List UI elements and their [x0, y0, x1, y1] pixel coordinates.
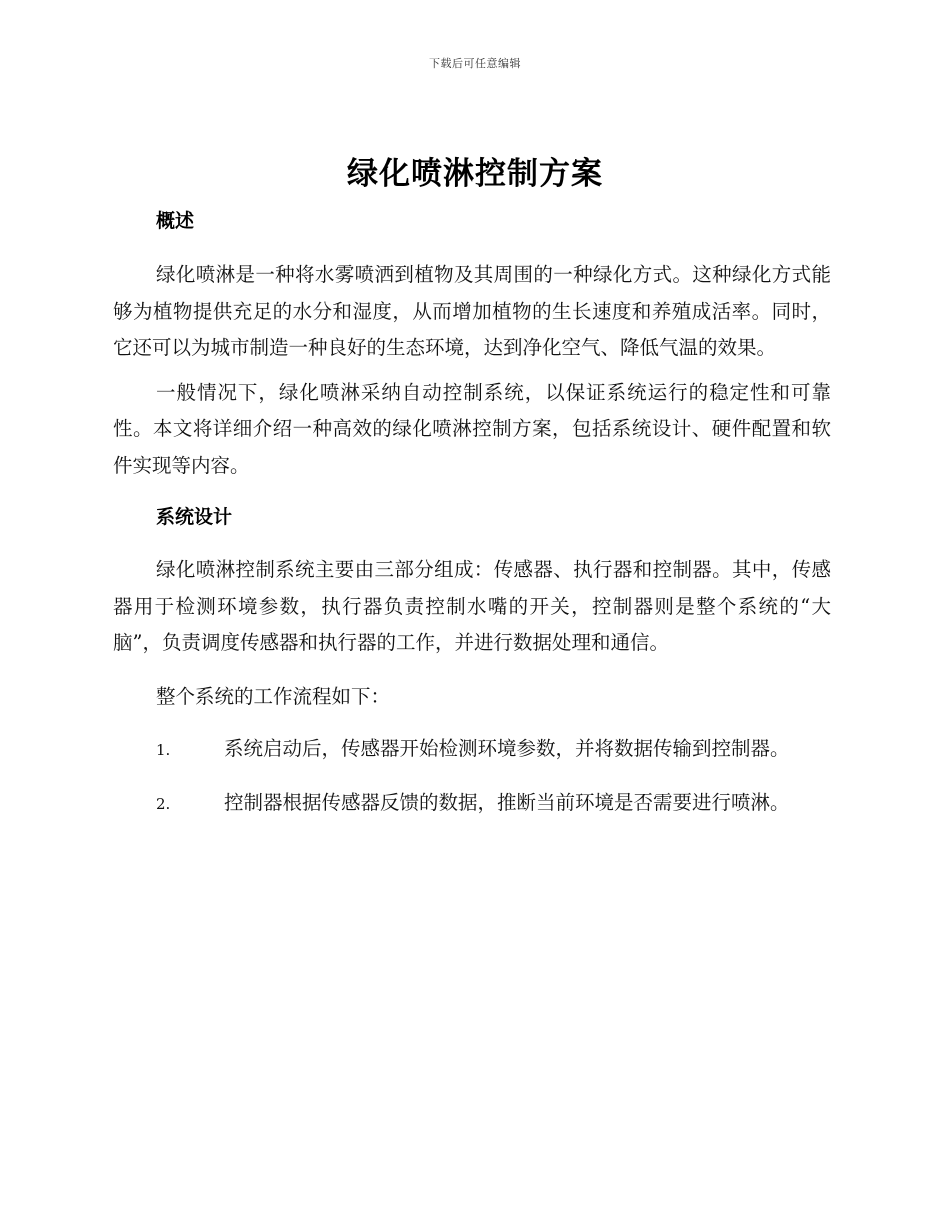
section-heading-system-design: 系统设计 [156, 506, 233, 528]
paragraph: 整个系统的工作流程如下： [156, 684, 391, 708]
document-title: 绿化喷淋控制方案 [347, 156, 603, 192]
paragraph: 绿化喷淋控制系统主要由三部分组成：传感器、执行器和控制器。其中，传感器用于检测环境参数，执行器负责控制水嘴的开关，控制器则是整个系统的“大脑”，负责调度传感器和执行器的工作，并进行数据处理和通信。 [113, 558, 831, 654]
document-body [113, 203, 831, 822]
section-heading-overview: 概述 [156, 210, 195, 232]
paragraph: 绿化喷淋是一种将水雾喷洒到植物及其周围的一种绿化方式。这种绿化方式能够为植物提供充足的水分和湿度，从而增加植物的生长速度和养殖成活率。同时，它还可以为城市制造一种良好的生态环境，达到净化空气、降低气温的效果。 [113, 263, 831, 359]
paragraph: 一般情况下，绿化喷淋采纳自动控制系统，以保证系统运行的稳定性和可靠性。本文将详细介绍一种高效的绿化喷淋控制方案，包括系统设计、硬件配置和软件实现等内容。 [113, 380, 831, 477]
list-item-text: 系统启动后，传感器开始检测环境参数，并将数据传输到控制器。 [224, 737, 790, 760]
list-item-number: 2. [156, 794, 171, 813]
list-item-number: 1. [156, 741, 171, 759]
header-note: 下载后可任意编辑 [429, 57, 521, 70]
list-item [113, 785, 831, 823]
list-item-text: 控制器根据传感器反馈的数据，推断当前环境是否需要进行喷淋。 [224, 790, 790, 814]
list-item [113, 731, 831, 769]
